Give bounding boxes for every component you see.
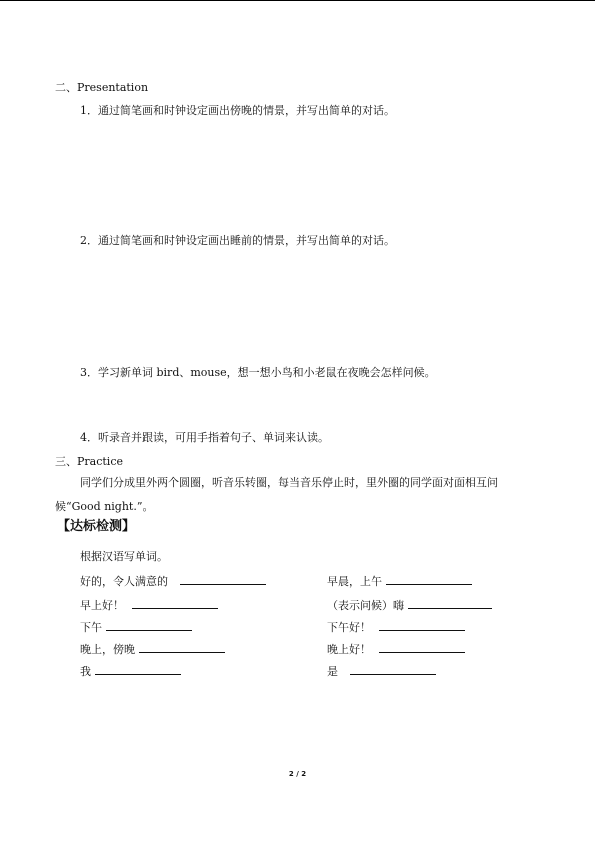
fill-item — [327, 597, 492, 613]
fill-item-label: 下午 — [80, 621, 102, 634]
answer-blank[interactable] — [139, 641, 225, 653]
fill-item-label: 晚上好！ — [327, 643, 371, 656]
answer-blank[interactable] — [379, 641, 465, 653]
answer-blank[interactable] — [379, 619, 465, 631]
fill-item — [80, 641, 225, 657]
fill-item — [80, 573, 266, 589]
fill-item — [327, 573, 472, 589]
answer-blank[interactable] — [386, 573, 472, 585]
fill-item — [327, 619, 465, 635]
fill-item-label: 我 — [80, 665, 91, 678]
answer-blank[interactable] — [350, 663, 436, 675]
fill-item — [327, 641, 465, 657]
presentation-item-3: 3．学习新单词 bird、mouse，想一想小鸟和小老鼠在夜晚会怎样问候。 — [80, 366, 436, 379]
presentation-item-4: 4．听录音并跟读，可用手指着句子、单词来认读。 — [80, 431, 329, 444]
presentation-item-2: 2．通过简笔画和时钟设定画出睡前的情景，并写出简单的对话。 — [80, 234, 395, 247]
answer-blank[interactable] — [95, 663, 181, 675]
fill-item — [327, 663, 436, 679]
fill-item — [80, 597, 218, 613]
assessment-instruction: 根据汉语写单词。 — [80, 550, 168, 563]
answer-blank[interactable] — [408, 597, 492, 609]
section-heading-practice: 三、Practice — [55, 455, 123, 468]
fill-item-label: 晚上，傍晚 — [80, 643, 135, 656]
fill-item-label: 下午好！ — [327, 621, 371, 634]
answer-blank[interactable] — [132, 597, 218, 609]
assessment-title: 【达标检测】 — [57, 519, 136, 534]
fill-item-label: 早上好！ — [80, 599, 124, 612]
fill-item-label: 是 — [327, 665, 338, 678]
fill-item-label: 早晨，上午 — [327, 575, 382, 588]
fill-item-label: 好的，令人满意的 — [80, 575, 168, 588]
presentation-item-1: 1．通过简笔画和时钟设定画出傍晚的情景，并写出简单的对话。 — [80, 104, 395, 117]
page-top-rule — [0, 0, 595, 1]
fill-item — [80, 619, 192, 635]
page-number: 2 / 2 — [288, 770, 307, 778]
fill-item-label: （表示问候）嗨 — [327, 599, 404, 612]
answer-blank[interactable] — [106, 619, 192, 631]
practice-paragraph-line-2: 候“Good night.”。 — [55, 500, 154, 513]
section-heading-presentation: 二、Presentation — [55, 81, 149, 94]
practice-paragraph-line-1: 同学们分成里外两个圆圈，听音乐转圈，每当音乐停止时，里外圈的同学面对面相互问 — [80, 476, 498, 489]
fill-item — [80, 663, 181, 679]
answer-blank[interactable] — [180, 573, 266, 585]
